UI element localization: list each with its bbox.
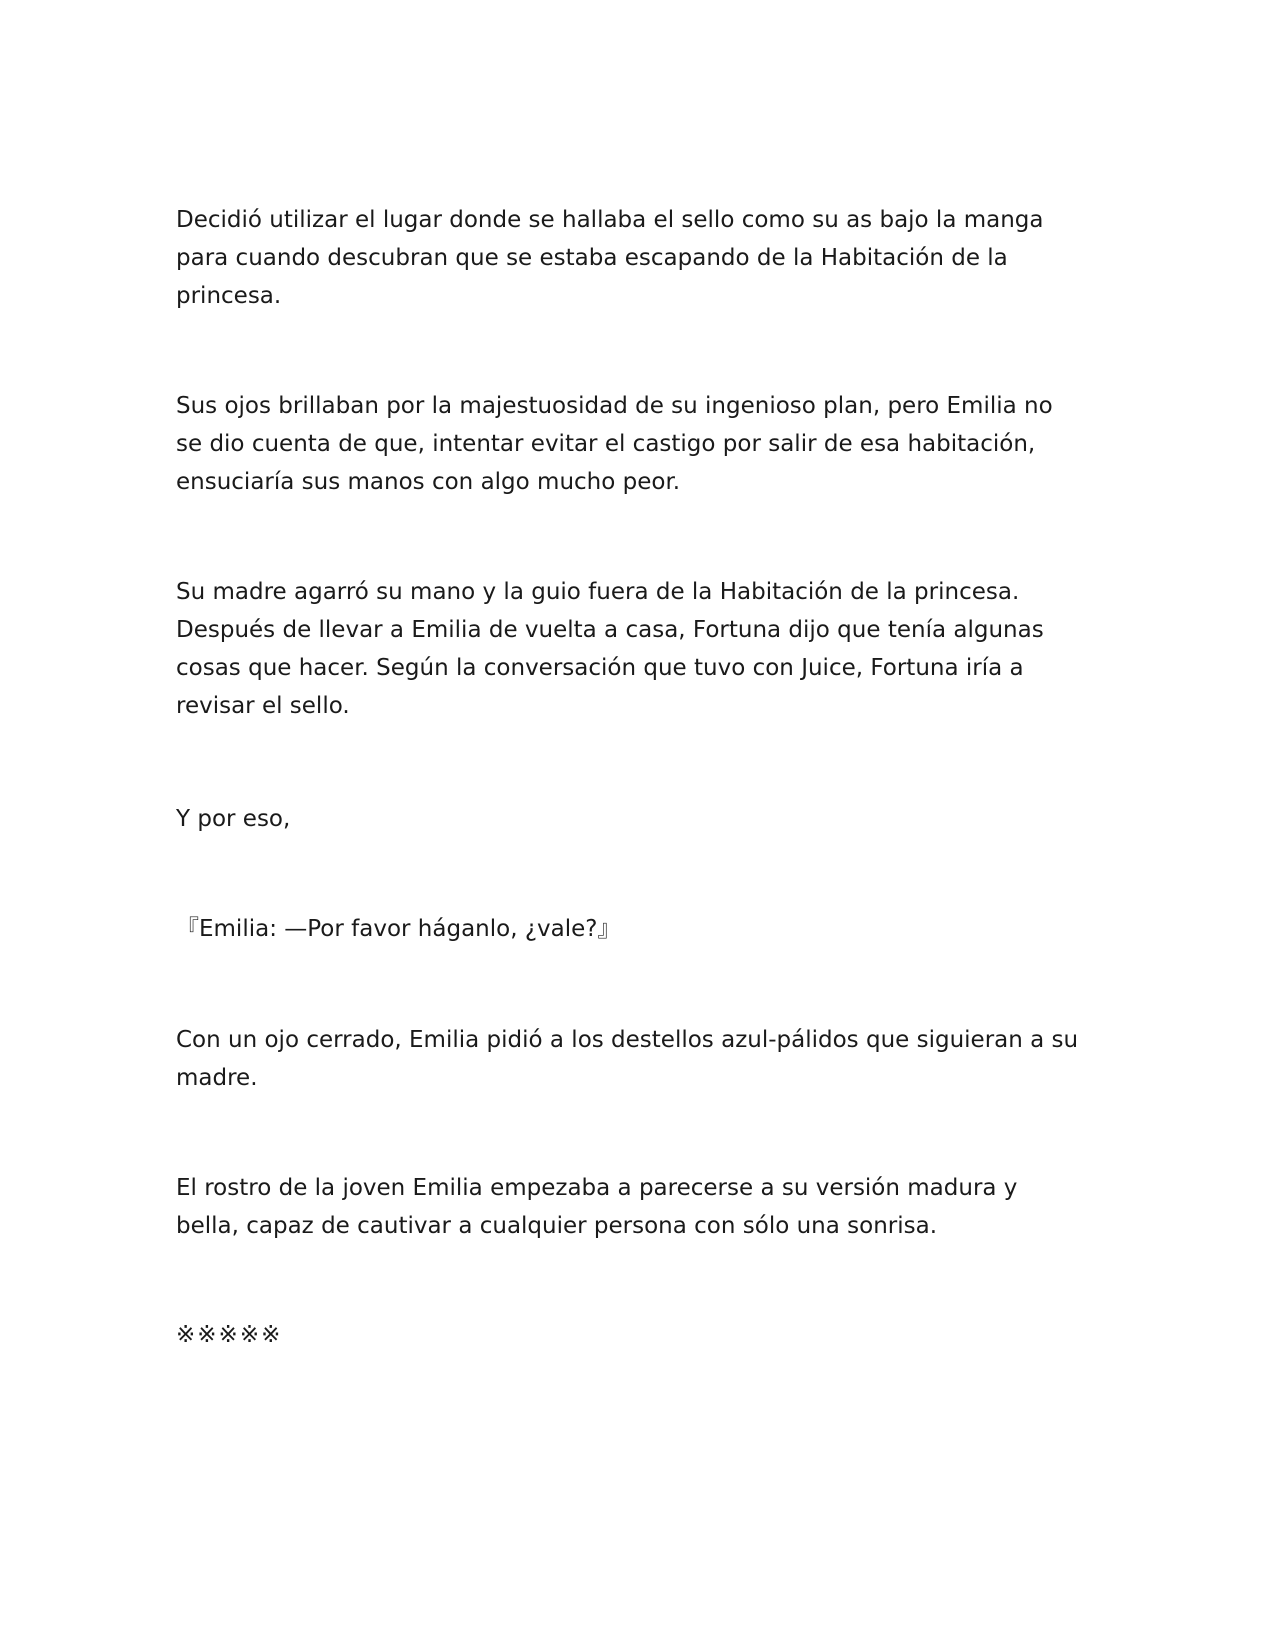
paragraph-line: madre. xyxy=(176,1065,258,1091)
paragraph-mother-leaves xyxy=(176,573,1116,725)
paragraph-line: Decidió utilizar el lugar donde se hallaba el sello como su as bajo la manga xyxy=(176,207,1044,233)
dialogue-text: 『Emilia: —Por favor háganlo, ¿vale?』 xyxy=(176,916,621,942)
section-break-marks xyxy=(176,1316,1116,1354)
paragraph-line: El rostro de la joven Emilia empezaba a parecerse a su versión madura y xyxy=(176,1175,1018,1201)
paragraph-line: para cuando descubran que se estaba escapando de la Habitación de la xyxy=(176,245,1008,271)
paragraph-line: Con un ojo cerrado, Emilia pidió a los destellos azul-pálidos que siguieran a su xyxy=(176,1027,1079,1053)
section-break-text: ※※※※※ xyxy=(176,1322,283,1348)
paragraph-pale-blue-sparkles xyxy=(176,1021,1116,1097)
paragraph-ingenious-plan xyxy=(176,387,1116,501)
paragraph-seal-plan xyxy=(176,201,1116,315)
paragraph-line: Y por eso, xyxy=(176,806,291,832)
paragraph-line: princesa. xyxy=(176,283,282,309)
paragraph-young-emilia-face xyxy=(176,1169,1116,1245)
paragraph-line: Sus ojos brillaban por la majestuosidad de su ingenioso plan, pero Emilia no xyxy=(176,393,1053,419)
dialogue-line-emilia xyxy=(176,910,1116,948)
paragraph-line: se dio cuenta de que, intentar evitar el castigo por salir de esa habitación, xyxy=(176,431,1036,457)
paragraph-line: revisar el sello. xyxy=(176,693,350,719)
paragraph-line: ensuciaría sus manos con algo mucho peor. xyxy=(176,469,681,495)
paragraph-line: bella, capaz de cautivar a cualquier persona con sólo una sonrisa. xyxy=(176,1213,938,1239)
paragraph-line: Su madre agarró su mano y la guio fuera de la Habitación de la princesa. xyxy=(176,579,1020,605)
paragraph-line: Después de llevar a Emilia de vuelta a casa, Fortuna dijo que tenía algunas xyxy=(176,617,1044,643)
paragraph-and-so xyxy=(176,800,1116,838)
paragraph-line: cosas que hacer. Según la conversación que tuvo con Juice, Fortuna iría a xyxy=(176,655,1024,681)
